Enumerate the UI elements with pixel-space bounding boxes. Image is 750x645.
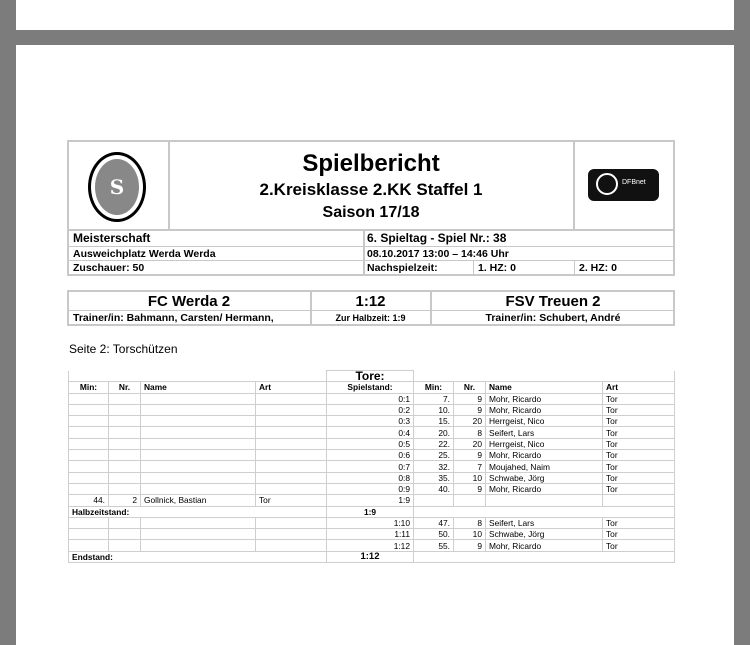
running-score: 1:11 bbox=[327, 529, 414, 540]
home-goal-minute bbox=[69, 517, 109, 528]
home-art-header: Art bbox=[256, 382, 327, 393]
away-goal-minute: 22. bbox=[414, 438, 454, 449]
away-player-number: 9 bbox=[454, 540, 486, 551]
away-goal-minute: 15. bbox=[414, 416, 454, 427]
teams-row-line bbox=[68, 310, 674, 311]
running-score: 1:10 bbox=[327, 517, 414, 528]
home-player-number bbox=[109, 450, 141, 461]
home-player-name bbox=[141, 450, 256, 461]
away-goal-type: Tor bbox=[603, 416, 675, 427]
away-goal-type bbox=[603, 495, 675, 506]
away-name-header: Name bbox=[486, 382, 603, 393]
halftime-label: Halbzeitstand: bbox=[69, 506, 327, 517]
matchday-label: 6. Spieltag - Spiel Nr.: 38 bbox=[367, 231, 507, 245]
away-player-number: 9 bbox=[454, 450, 486, 461]
home-goal-type bbox=[256, 540, 327, 551]
home-goal-type bbox=[256, 472, 327, 483]
datetime-label: 08.10.2017 13:00 – 14:46 Uhr bbox=[367, 248, 509, 260]
home-player-number bbox=[109, 438, 141, 449]
away-player-name: Mohr, Ricardo bbox=[486, 483, 603, 494]
away-goal-minute: 55. bbox=[414, 540, 454, 551]
home-goal-type bbox=[256, 393, 327, 404]
spectators-label: Zuschauer: 50 bbox=[73, 262, 145, 274]
home-goal-type bbox=[256, 438, 327, 449]
home-goal-minute bbox=[69, 404, 109, 415]
ht-divider-1 bbox=[473, 261, 474, 275]
final-score-cell: 1:12 bbox=[327, 551, 414, 562]
away-team-name: FSV Treuen 2 bbox=[505, 293, 601, 310]
goals-title-row bbox=[69, 371, 675, 382]
info-divider bbox=[363, 230, 365, 275]
club-logo bbox=[88, 152, 146, 222]
home-goal-type bbox=[256, 450, 327, 461]
dfb-eagle-icon bbox=[596, 173, 618, 195]
home-player-name bbox=[141, 427, 256, 438]
away-goal-type: Tor bbox=[603, 540, 675, 551]
away-goal-type: Tor bbox=[603, 483, 675, 494]
running-score: 0:9 bbox=[327, 483, 414, 494]
home-player-name bbox=[141, 438, 256, 449]
home-player-number: 2 bbox=[109, 495, 141, 506]
home-goal-minute bbox=[69, 438, 109, 449]
goals-title: Tore: bbox=[327, 371, 414, 382]
away-goal-minute: 25. bbox=[414, 450, 454, 461]
away-goal-type: Tor bbox=[603, 438, 675, 449]
away-min-header: Min: bbox=[414, 382, 454, 393]
away-player-number: 20 bbox=[454, 438, 486, 449]
first-half-extra-time: 1. HZ: 0 bbox=[478, 262, 516, 274]
running-score: 0:6 bbox=[327, 450, 414, 461]
running-score: 0:3 bbox=[327, 416, 414, 427]
away-goal-minute: 20. bbox=[414, 427, 454, 438]
away-goal-minute bbox=[414, 495, 454, 506]
home-player-number bbox=[109, 529, 141, 540]
running-score: 0:1 bbox=[327, 393, 414, 404]
home-goal-minute bbox=[69, 529, 109, 540]
home-goal-type bbox=[256, 483, 327, 494]
home-goal-type bbox=[256, 461, 327, 472]
ht-divider-2 bbox=[574, 261, 575, 275]
home-goal-minute bbox=[69, 483, 109, 494]
running-score: 0:4 bbox=[327, 427, 414, 438]
away-goal-minute: 35. bbox=[414, 472, 454, 483]
running-score: 1:12 bbox=[327, 540, 414, 551]
goal-row bbox=[69, 495, 675, 506]
away-goal-type: Tor bbox=[603, 404, 675, 415]
away-player-number: 10 bbox=[454, 472, 486, 483]
away-coach: Trainer/in: Schubert, André bbox=[485, 312, 621, 324]
home-goal-minute bbox=[69, 540, 109, 551]
home-player-number bbox=[109, 416, 141, 427]
goals-table bbox=[68, 370, 675, 563]
away-player-number: 20 bbox=[454, 416, 486, 427]
goal-row bbox=[69, 438, 675, 449]
home-player-name bbox=[141, 404, 256, 415]
away-goal-type: Tor bbox=[603, 517, 675, 528]
previous-page-sheet bbox=[16, 0, 734, 30]
goal-row bbox=[69, 461, 675, 472]
away-goal-type: Tor bbox=[603, 450, 675, 461]
running-score: 0:7 bbox=[327, 461, 414, 472]
away-player-name bbox=[486, 495, 603, 506]
home-player-name: Gollnick, Bastian bbox=[141, 495, 256, 506]
away-goal-minute: 40. bbox=[414, 483, 454, 494]
away-player-name: Mohr, Ricardo bbox=[486, 450, 603, 461]
goal-row bbox=[69, 540, 675, 551]
home-goal-minute bbox=[69, 416, 109, 427]
away-player-name: Seifert, Lars bbox=[486, 517, 603, 528]
away-player-name: Mohr, Ricardo bbox=[486, 540, 603, 551]
away-player-name: Moujahed, Naim bbox=[486, 461, 603, 472]
competition-label: Meisterschaft bbox=[73, 231, 151, 245]
away-player-number: 9 bbox=[454, 483, 486, 494]
home-nr-header: Nr. bbox=[109, 382, 141, 393]
goal-row bbox=[69, 472, 675, 483]
running-score: 0:2 bbox=[327, 404, 414, 415]
home-player-number bbox=[109, 393, 141, 404]
dfbnet-text: DFBnet bbox=[622, 179, 646, 186]
goal-row bbox=[69, 393, 675, 404]
home-player-name bbox=[141, 529, 256, 540]
away-player-name: Herrgeist, Nico bbox=[486, 438, 603, 449]
away-goal-type: Tor bbox=[603, 472, 675, 483]
home-player-number bbox=[109, 472, 141, 483]
away-player-number: 8 bbox=[454, 427, 486, 438]
away-player-name: Seifert, Lars bbox=[486, 427, 603, 438]
away-player-name: Herrgeist, Nico bbox=[486, 416, 603, 427]
venue-label: Ausweichplatz Werda Werda bbox=[73, 248, 216, 260]
home-player-number bbox=[109, 517, 141, 528]
away-nr-header: Nr. bbox=[454, 382, 486, 393]
goal-row bbox=[69, 483, 675, 494]
home-goal-type bbox=[256, 427, 327, 438]
away-player-name: Schwabe, Jörg bbox=[486, 472, 603, 483]
goal-row bbox=[69, 517, 675, 528]
header-divider-right bbox=[573, 141, 575, 230]
home-player-name bbox=[141, 393, 256, 404]
away-player-number: 9 bbox=[454, 393, 486, 404]
away-goal-minute: 50. bbox=[414, 529, 454, 540]
running-score: 0:8 bbox=[327, 472, 414, 483]
away-goal-minute: 32. bbox=[414, 461, 454, 472]
home-player-number bbox=[109, 427, 141, 438]
goal-row bbox=[69, 450, 675, 461]
home-player-name bbox=[141, 517, 256, 528]
away-player-number bbox=[454, 495, 486, 506]
away-player-number: 10 bbox=[454, 529, 486, 540]
league-name: 2.Kreisklasse 2.KK Staffel 1 bbox=[259, 180, 483, 199]
home-player-number bbox=[109, 540, 141, 551]
home-min-header: Min: bbox=[69, 382, 109, 393]
report-title: Spielbericht bbox=[302, 150, 440, 177]
away-player-number: 8 bbox=[454, 517, 486, 528]
away-goal-type: Tor bbox=[603, 529, 675, 540]
page-section-label: Seite 2: Torschützen bbox=[69, 342, 178, 356]
goal-row bbox=[69, 529, 675, 540]
second-half-extra-time: 2. HZ: 0 bbox=[579, 262, 617, 274]
home-goal-minute: 44. bbox=[69, 495, 109, 506]
away-goal-minute: 10. bbox=[414, 404, 454, 415]
goal-row bbox=[69, 427, 675, 438]
away-goal-type: Tor bbox=[603, 393, 675, 404]
home-player-name bbox=[141, 472, 256, 483]
away-goal-type: Tor bbox=[603, 461, 675, 472]
away-player-name: Mohr, Ricardo bbox=[486, 404, 603, 415]
home-goal-type: Tor bbox=[256, 495, 327, 506]
info-row-line-1 bbox=[68, 246, 674, 247]
home-name-header: Name bbox=[141, 382, 256, 393]
home-goal-minute bbox=[69, 472, 109, 483]
home-player-name bbox=[141, 483, 256, 494]
home-goal-type bbox=[256, 416, 327, 427]
goal-row bbox=[69, 416, 675, 427]
dfbnet-logo bbox=[588, 169, 659, 201]
away-player-name: Mohr, Ricardo bbox=[486, 393, 603, 404]
spielstand-header: Spielstand: bbox=[327, 382, 414, 393]
home-player-number bbox=[109, 483, 141, 494]
info-row-line-2 bbox=[68, 260, 674, 261]
final-score: 1:12 bbox=[355, 293, 386, 310]
away-player-number: 9 bbox=[454, 404, 486, 415]
home-goal-type bbox=[256, 529, 327, 540]
home-goal-type bbox=[256, 404, 327, 415]
away-goal-minute: 47. bbox=[414, 517, 454, 528]
home-player-number bbox=[109, 404, 141, 415]
final-row bbox=[69, 551, 675, 562]
home-goal-minute bbox=[69, 461, 109, 472]
away-player-number: 7 bbox=[454, 461, 486, 472]
away-art-header: Art bbox=[603, 382, 675, 393]
away-goal-type: Tor bbox=[603, 427, 675, 438]
season-label: Saison 17/18 bbox=[322, 204, 420, 221]
home-team-name: FC Werda 2 bbox=[147, 293, 231, 310]
home-goal-type bbox=[256, 517, 327, 528]
home-player-number bbox=[109, 461, 141, 472]
home-player-name bbox=[141, 416, 256, 427]
final-label: Endstand: bbox=[69, 551, 327, 562]
goals-header-row bbox=[69, 382, 675, 393]
halftime-row bbox=[69, 506, 675, 517]
halftime-score: Zur Halbzeit: 1:9 bbox=[335, 313, 406, 323]
running-score: 1:9 bbox=[327, 495, 414, 506]
running-score: 0:5 bbox=[327, 438, 414, 449]
home-player-name bbox=[141, 461, 256, 472]
away-player-name: Schwabe, Jörg bbox=[486, 529, 603, 540]
away-goal-minute: 7. bbox=[414, 393, 454, 404]
extra-time-label: Nachspielzeit: bbox=[367, 262, 438, 274]
home-goal-minute bbox=[69, 427, 109, 438]
home-coach: Trainer/in: Bahmann, Carsten/ Hermann, bbox=[73, 312, 274, 324]
sfv-emblem-icon: S bbox=[95, 159, 139, 215]
home-goal-minute bbox=[69, 450, 109, 461]
goal-row bbox=[69, 404, 675, 415]
home-goal-minute bbox=[69, 393, 109, 404]
home-player-name bbox=[141, 540, 256, 551]
halftime-score-cell: 1:9 bbox=[327, 506, 414, 517]
